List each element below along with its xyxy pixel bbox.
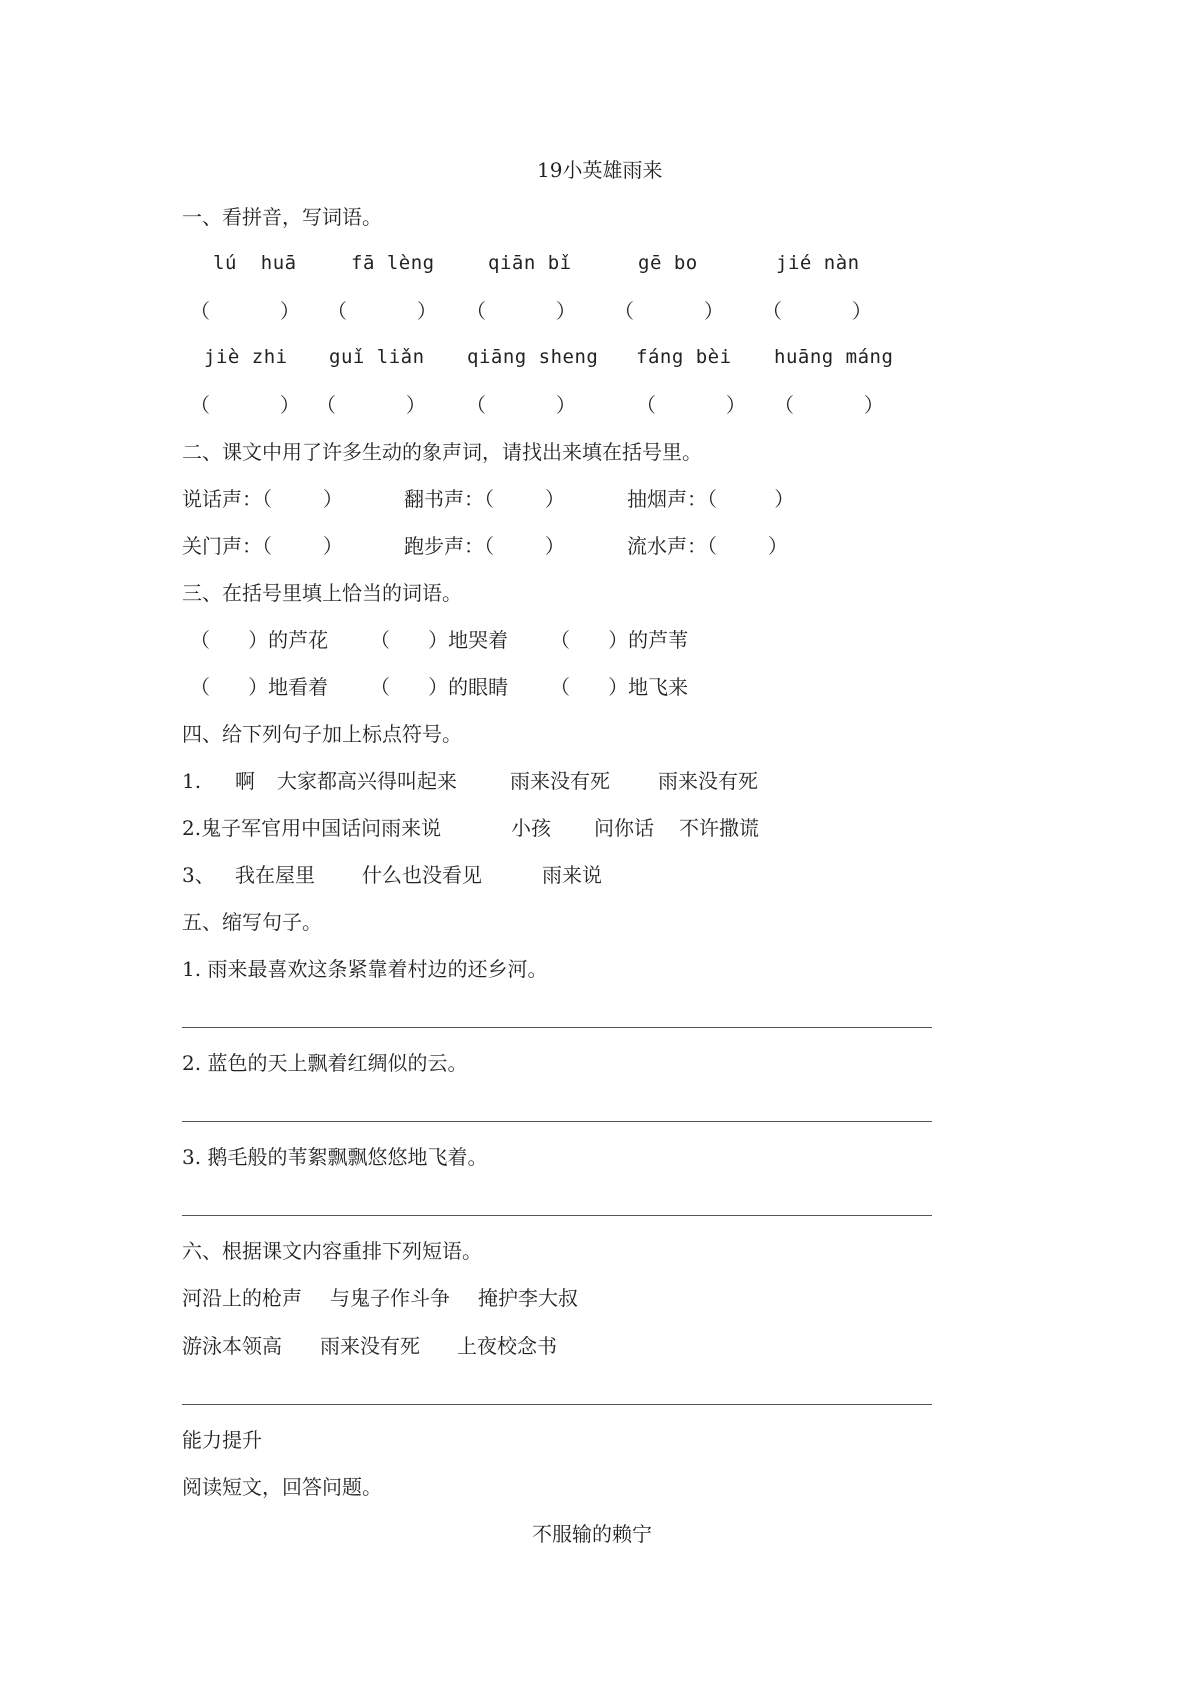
pinyin-4: gē bo [638,252,698,274]
answer-line[interactable] [182,1404,932,1405]
answer-blank[interactable]: （ ） [636,393,746,417]
answer-blank[interactable]: （ ） [466,299,576,323]
sound-word-item[interactable]: 说话声：（ ） [182,487,343,511]
answer-blank[interactable]: （ ） [466,393,576,417]
reading-instruction: 阅读短文，回答问题。 [182,1475,382,1499]
phrase-item: 掩护李大叔 [478,1286,578,1310]
sentence-3-number: 3、 [182,863,215,887]
sound-word-item[interactable]: 抽烟声：（ ） [627,487,795,511]
pinyin-10: huāng máng [774,346,894,368]
sentence-1-number: 1. [182,769,202,793]
sentence-2-part: 不许撒谎 [679,816,759,840]
section-3-heading: 三、在括号里填上恰当的词语。 [182,581,462,605]
answer-line[interactable] [182,1215,932,1216]
pinyin-6: jiè zhi [204,346,288,368]
fill-word-item[interactable]: （ ）的芦花 [190,628,329,652]
fill-word-item[interactable]: （ ）地哭着 [370,628,509,652]
sound-word-item[interactable]: 跑步声：（ ） [404,534,565,558]
sound-word-item[interactable]: 流水声：（ ） [627,534,788,558]
phrase-item: 上夜校念书 [457,1334,557,1358]
answer-blank[interactable]: （ ） [327,299,437,323]
sentence-1-part: 雨来没有死 [510,769,610,793]
ability-heading: 能力提升 [182,1428,262,1452]
phrase-item: 游泳本领高 [182,1334,282,1358]
pinyin-8: qiāng sheng [467,346,599,368]
section-4-heading: 四、给下列句子加上标点符号。 [182,722,462,746]
condense-sentence: 1. 雨来最喜欢这条紧靠着村边的还乡河。 [182,957,548,981]
sentence-3-part: 什么也没看见 [362,863,482,887]
fill-word-item[interactable]: （ ）的眼睛 [370,675,509,699]
sentence-1-part: 啊 [235,769,255,793]
section-2-heading: 二、课文中用了许多生动的象声词，请找出来填在括号里。 [182,440,702,464]
sound-word-item[interactable]: 关门声：（ ） [182,534,343,558]
answer-blank[interactable]: （ ） [762,299,872,323]
passage-title: 不服输的赖宁 [532,1522,652,1546]
answer-line[interactable] [182,1027,932,1028]
page-title: 19小英雄雨来 [537,158,663,182]
pinyin-1: lú huā [213,252,297,274]
fill-word-item[interactable]: （ ）地飞来 [550,675,689,699]
sentence-1-part: 大家都高兴得叫起来 [277,769,457,793]
condense-sentence: 3. 鹅毛般的苇絮飘飘悠悠地飞着。 [182,1145,488,1169]
answer-blank[interactable]: （ ） [614,299,724,323]
answer-line[interactable] [182,1121,932,1122]
answer-blank[interactable]: （ ） [774,393,884,417]
sound-word-item[interactable]: 翻书声：（ ） [404,487,565,511]
sentence-2-part: 小孩 [511,816,551,840]
answer-blank[interactable]: （ ） [316,393,426,417]
sentence-3-part: 雨来说 [542,863,602,887]
section-5-heading: 五、缩写句子。 [182,910,322,934]
condense-sentence: 2. 蓝色的天上飘着红绸似的云。 [182,1051,468,1075]
phrase-item: 河沿上的枪声 [182,1286,302,1310]
fill-word-item[interactable]: （ ）的芦苇 [550,628,689,652]
sentence-1-part: 雨来没有死 [658,769,758,793]
phrase-item: 与鬼子作斗争 [330,1286,450,1310]
sentence-2-part: 2.鬼子军官用中国话问雨来说 [182,816,442,840]
pinyin-5: jié nàn [776,252,860,274]
section-6-heading: 六、根据课文内容重排下列短语。 [182,1239,482,1263]
pinyin-7: guǐ liǎn [329,346,425,368]
phrase-item: 雨来没有死 [320,1334,420,1358]
pinyin-9: fáng bèi [636,346,732,368]
sentence-3-part: 我在屋里 [235,863,315,887]
answer-blank[interactable]: （ ） [190,393,300,417]
pinyin-3: qiān bǐ [488,252,572,274]
answer-blank[interactable]: （ ） [190,299,300,323]
pinyin-2: fā lèng [351,252,435,274]
fill-word-item[interactable]: （ ）地看着 [190,675,329,699]
section-1-heading: 一、看拼音，写词语。 [182,205,382,229]
sentence-2-part: 问你话 [594,816,654,840]
